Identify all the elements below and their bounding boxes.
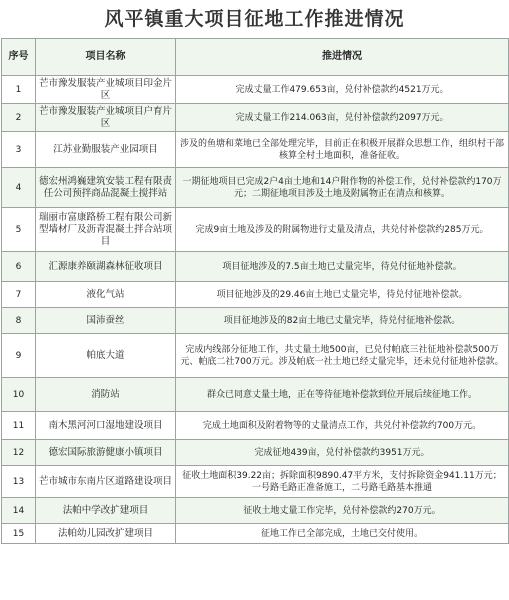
cell-progress: 群众已同意丈量土地，正在等待征地补偿款到位开展后续征地工作。: [176, 378, 509, 412]
header-name: 项目名称: [36, 39, 176, 76]
cell-project-name: 消防站: [36, 378, 176, 412]
table-row: [2, 308, 509, 334]
cell-no: 14: [2, 498, 36, 524]
cell-project-name: 芒市豫发服装产业城项目户育片区: [36, 104, 176, 132]
table-header-row: [2, 39, 509, 76]
cell-no: 9: [2, 334, 36, 378]
cell-project-name: 南木黑河河口湿地建设项目: [36, 412, 176, 440]
cell-progress: 征收土地面积39.22亩；拆除面积9890.47平方米，支付拆除资金941.11万元；一号路毛路正准备施工，二号路毛路基本推通: [176, 466, 509, 498]
cell-no: 11: [2, 412, 36, 440]
cell-no: 1: [2, 76, 36, 104]
table-row: [2, 334, 509, 378]
cell-no: 12: [2, 440, 36, 466]
table-row: [2, 104, 509, 132]
cell-no: 8: [2, 308, 36, 334]
cell-project-name: 法帕幼儿园改扩建项目: [36, 524, 176, 544]
cell-progress: 项目征地涉及的29.46亩土地已丈量完毕，待兑付征地补偿款。: [176, 282, 509, 308]
cell-progress: 征收土地丈量工作完毕，兑付补偿款约270万元。: [176, 498, 509, 524]
table-row: [2, 378, 509, 412]
cell-progress: 征地工作已全部完成，土地已交付使用。: [176, 524, 509, 544]
cell-no: 10: [2, 378, 36, 412]
cell-project-name: 帕底大道: [36, 334, 176, 378]
cell-project-name: 国沛蚕丝: [36, 308, 176, 334]
cell-progress: 完成丈量工作479.653亩，兑付补偿款约4521万元。: [176, 76, 509, 104]
cell-project-name: 瑞丽市富康路桥工程有限公司新型墙材厂及沥青混凝土拌合站项目: [36, 208, 176, 252]
cell-progress: 项目征地涉及的82亩土地已丈量完毕，待兑付征地补偿款。: [176, 308, 509, 334]
cell-project-name: 江苏业勤服装产业园项目: [36, 132, 176, 168]
document-title: 风平镇重大项目征地工作推进情况: [104, 8, 405, 30]
table-row: [2, 412, 509, 440]
cell-progress: 完成征地439亩，兑付补偿款约3951万元。: [176, 440, 509, 466]
cell-no: 2: [2, 104, 36, 132]
table-body: [2, 76, 509, 544]
cell-no: 13: [2, 466, 36, 498]
cell-progress: 完成土地面积及附着物等的丈量清点工作，共兑付补偿款约700万元。: [176, 412, 509, 440]
cell-progress: 完成内线部分征地工作，共丈量土地500亩，已兑付帕底三社征地补偿款500万元、帕底二社700万元。涉及帕底一社土地已经丈量完毕，还未兑付征地补偿款。: [176, 334, 509, 378]
table-row: [2, 168, 509, 208]
table-row: [2, 498, 509, 524]
table-row: [2, 466, 509, 498]
cell-progress: 涉及的鱼塘和菜地已全部处理完毕，目前正在积极开展群众思想工作，组织村干部核算全村土地面积，准备征收。: [176, 132, 509, 168]
cell-project-name: 芒市城市东南片区道路建设项目: [36, 466, 176, 498]
cell-project-name: 汇源康养颐湖森林征收项目: [36, 252, 176, 282]
table-row: [2, 524, 509, 544]
cell-project-name: 法帕中学改扩建项目: [36, 498, 176, 524]
cell-no: 5: [2, 208, 36, 252]
cell-project-name: 德宏州鸿巍建筑安装工程有限责任公司预拌商品混凝土搅拌站: [36, 168, 176, 208]
cell-no: 15: [2, 524, 36, 544]
header-no: 序号: [2, 39, 36, 76]
table-row: [2, 252, 509, 282]
cell-progress: 完成丈量工作214.063亩，兑付补偿款约2097万元。: [176, 104, 509, 132]
cell-no: 4: [2, 168, 36, 208]
cell-project-name: 液化气站: [36, 282, 176, 308]
cell-project-name: 芒市豫发服装产业城项目印金片区: [36, 76, 176, 104]
table-row: [2, 76, 509, 104]
cell-project-name: 德宏国际旅游健康小镇项目: [36, 440, 176, 466]
cell-progress: 完成9亩土地及涉及的附属物进行丈量及清点，共兑付补偿款约285万元。: [176, 208, 509, 252]
cell-no: 3: [2, 132, 36, 168]
cell-progress: 一期征地项目已完成2户4亩土地和14户附作物的补偿工作，兑付补偿款约170万元；二期征地项目涉及土地及附属物正在清点和核算。: [176, 168, 509, 208]
cell-progress: 项目征地涉及的7.5亩土地已丈量完毕，待兑付征地补偿款。: [176, 252, 509, 282]
table-row: [2, 132, 509, 168]
table-row: [2, 282, 509, 308]
cell-no: 7: [2, 282, 36, 308]
table-row: [2, 440, 509, 466]
table-row: [2, 208, 509, 252]
cell-no: 6: [2, 252, 36, 282]
header-progress: 推进情况: [176, 39, 509, 76]
progress-table: [1, 38, 509, 544]
